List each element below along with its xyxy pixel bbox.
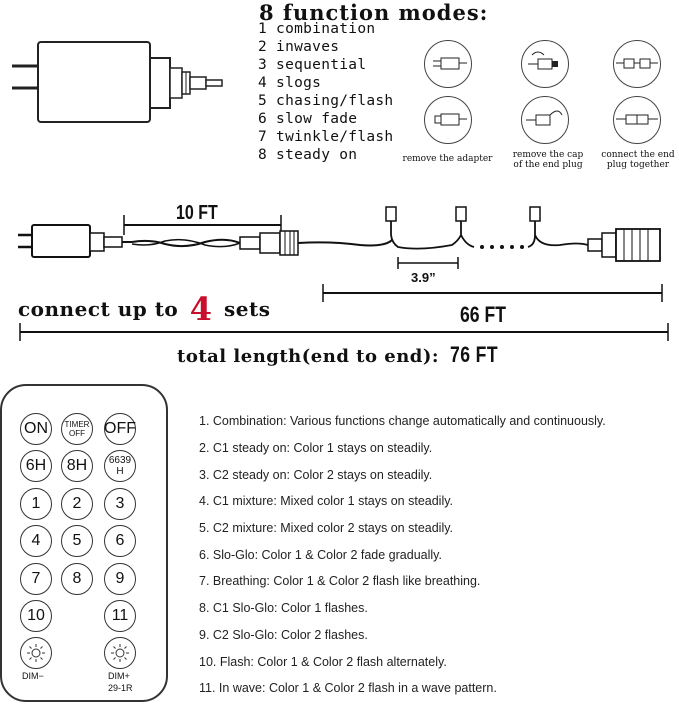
bulb-spacing-label: 3.9” xyxy=(411,270,436,285)
remote-button-2[interactable]: 2 xyxy=(61,488,93,520)
mode-item: 6 slow fade xyxy=(258,111,358,127)
brightness-high-icon xyxy=(109,642,131,664)
connect-sets-text xyxy=(18,286,271,328)
cable-diagram xyxy=(0,195,679,355)
remote-button-4[interactable]: 4 xyxy=(20,525,52,557)
lit-length-label: 66 FT xyxy=(460,302,506,327)
connect-count: 4 xyxy=(189,290,213,328)
dim-minus-label: DIM− xyxy=(22,671,44,681)
total-length-text xyxy=(177,342,510,368)
remote-button-5[interactable]: 5 xyxy=(61,525,93,557)
remote-button-10[interactable]: 10 xyxy=(20,600,52,632)
function-item: 9. C2 Slo-Glo: Color 2 flashes. xyxy=(199,628,368,642)
remote-control xyxy=(0,384,168,702)
connect-prefix: connect up to xyxy=(18,297,179,321)
function-item: 4. C1 mixture: Mixed color 1 stays on steadily. xyxy=(199,494,454,508)
adapter-illustration xyxy=(0,30,240,140)
remote-model-label: 29-1R xyxy=(108,683,133,693)
mode-item: 4 slogs xyxy=(258,75,322,91)
remote-timer-off-button[interactable]: TIMER OFF xyxy=(61,413,93,445)
remote-6639h-button[interactable]: 6639 H xyxy=(104,450,136,482)
mode-item: 3 sequential xyxy=(258,57,367,73)
end-plug-open-icon xyxy=(521,96,569,144)
remote-button-1[interactable]: 1 xyxy=(20,488,52,520)
adapter-removed-icon xyxy=(424,96,472,144)
remote-8h-button[interactable]: 8H xyxy=(61,450,93,482)
function-item: 3. C2 steady on: Color 2 stays on steadily. xyxy=(199,468,433,482)
remote-button-11[interactable]: 11 xyxy=(104,600,136,632)
remote-dim-plus-button[interactable] xyxy=(104,637,136,669)
remote-button-6[interactable]: 6 xyxy=(104,525,136,557)
end-plug-cap-icon xyxy=(521,40,569,88)
mode-item: 2 inwaves xyxy=(258,39,340,55)
mode-item: 8 steady on xyxy=(258,147,358,163)
dim-plus-label: DIM+ xyxy=(108,671,130,681)
connect-suffix: sets xyxy=(223,297,271,321)
end-plugs-joined-icon xyxy=(613,96,661,144)
remote-6h-button[interactable]: 6H xyxy=(20,450,52,482)
function-item: 6. Slo-Glo: Color 1 & Color 2 fade gradually. xyxy=(199,548,442,562)
remote-button-9[interactable]: 9 xyxy=(104,563,136,595)
total-length-label: total length(end to end): xyxy=(177,346,440,367)
step-caption: connect the end plug together xyxy=(601,150,675,170)
step-caption: remove the adapter xyxy=(402,154,493,164)
lead-length-label: 10 FT xyxy=(176,202,218,224)
function-item: 5. C2 mixture: Mixed color 2 stays on steadily. xyxy=(199,521,454,535)
modes-title: 8 function modes: xyxy=(259,0,489,25)
remote-button-8[interactable]: 8 xyxy=(61,563,93,595)
remote-on-button[interactable]: ON xyxy=(20,413,52,445)
function-item: 11. In wave: Color 1 & Color 2 flash in a wave pattern. xyxy=(199,681,497,695)
remote-button-7[interactable]: 7 xyxy=(20,563,52,595)
function-item: 8. C1 Slo-Glo: Color 1 flashes. xyxy=(199,601,368,615)
adapter-plug-icon xyxy=(424,40,472,88)
function-item: 1. Combination: Various functions change automatically and continuously. xyxy=(199,414,606,428)
remote-dim-minus-button[interactable] xyxy=(20,637,52,669)
mode-item: 7 twinkle/flash xyxy=(258,129,394,145)
function-item: 2. C1 steady on: Color 1 stays on steadily. xyxy=(199,441,433,455)
function-item: 10. Flash: Color 1 & Color 2 flash alternately. xyxy=(199,655,447,669)
step-caption: remove the cap of the end plug xyxy=(512,150,584,170)
mode-item: 1 combination xyxy=(258,21,376,37)
total-length-value: 76 FT xyxy=(449,342,498,367)
remote-off-button[interactable]: OFF xyxy=(104,413,136,445)
remote-button-3[interactable]: 3 xyxy=(104,488,136,520)
function-item: 7. Breathing: Color 1 & Color 2 flash like breathing. xyxy=(199,574,481,588)
mode-item: 5 chasing/flash xyxy=(258,93,394,109)
end-plugs-connect-icon xyxy=(613,40,661,88)
brightness-low-icon xyxy=(25,642,47,664)
